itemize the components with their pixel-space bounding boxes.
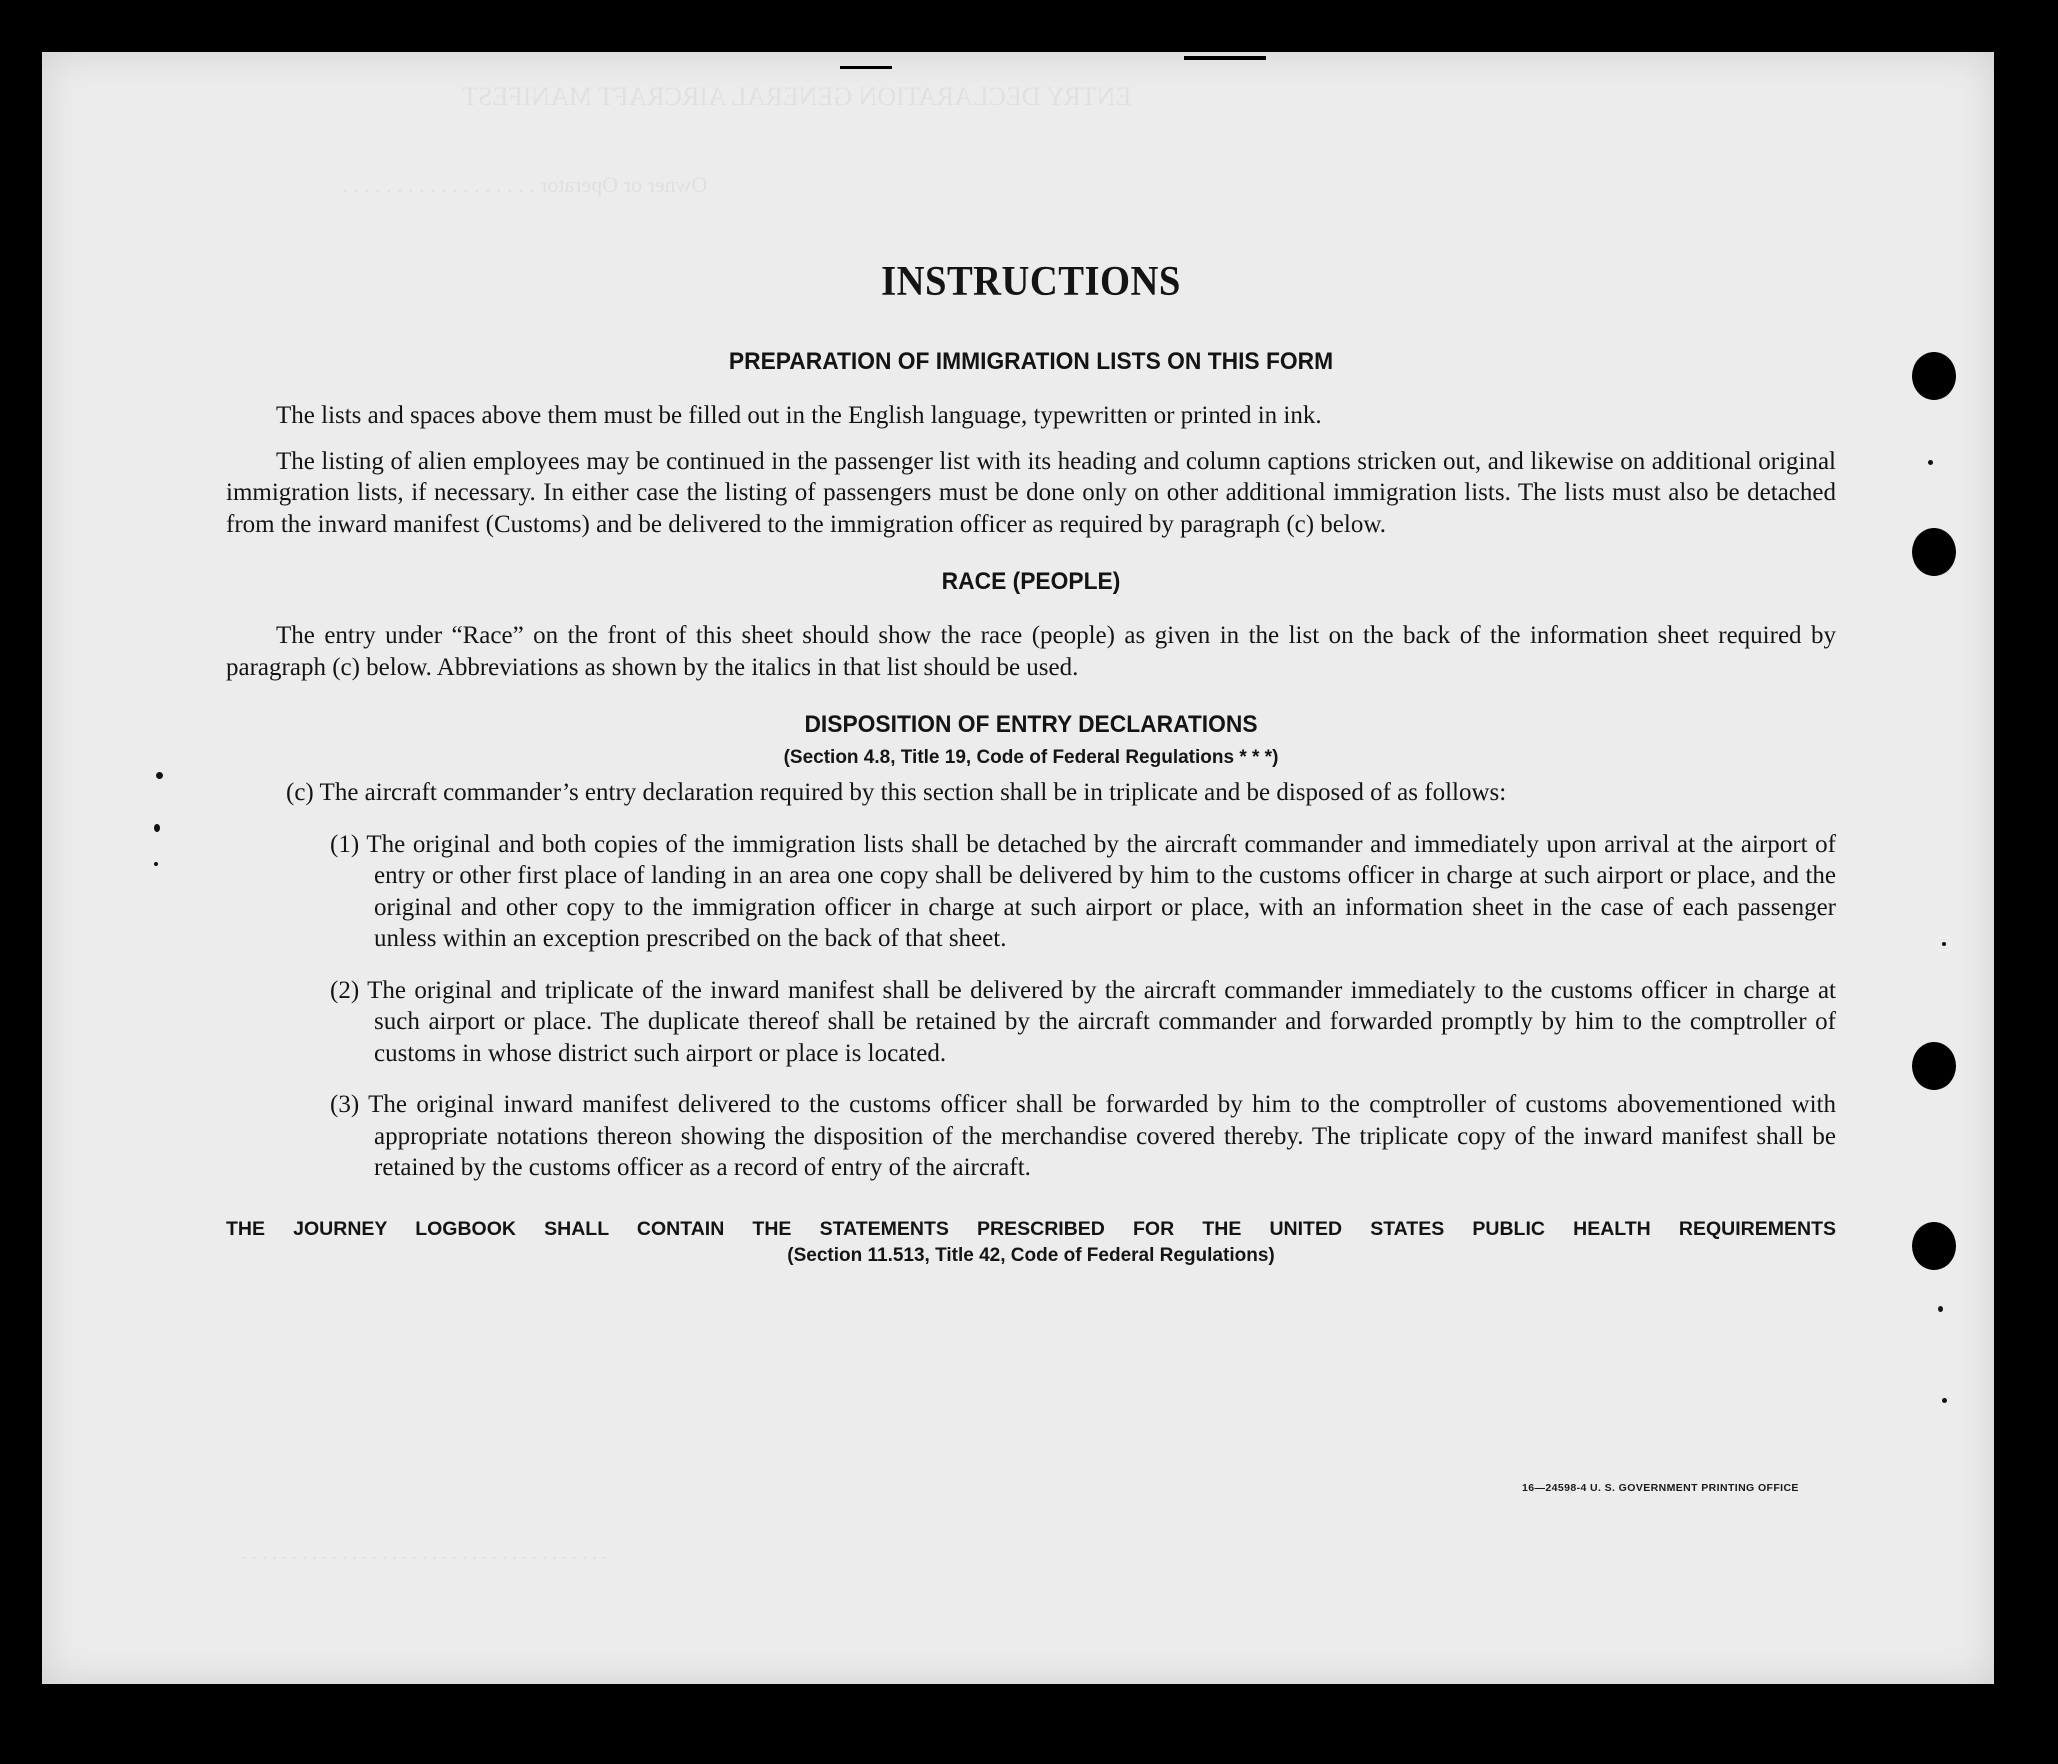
punch-hole (1912, 1222, 1956, 1270)
section-heading-race: RACE (PEOPLE) (941, 568, 1121, 595)
clause-c: (c) The aircraft commander’s entry declaration required by this section shall be in triplicate and be disposed of as follows: (286, 779, 1507, 806)
logbook-statement: THE JOURNEY LOGBOOK SHALL CONTAIN THE STATEMENTS PRESCRIBED FOR THE UNITED STATES PUBLIC HEALTH REQUIREMENTS (226, 1217, 1836, 1240)
paragraph-english-language: The lists and spaces above them must be filled out in the English language, typewritten or printed in ink. (276, 402, 1322, 429)
ink-speck (156, 772, 163, 779)
disposition-item-1: (1) The original and both copies of the immigration lists shall be detached by the aircraft commander and immediately upon arrival at the airport of entry or other first place of landing in an area one copy shall be delivered by him to the customs officer in charge at such airport or place, and the original and other copy to the immigration officer in charge at such airport or place, with an information sheet in the case of each passenger unless within an exception prescribed on the back of that sheet. (330, 830, 1836, 952)
document-title: INSTRUCTIONS (881, 259, 1181, 305)
disposition-item-2: (2) The original and triplicate of the inward manifest shall be delivered by the aircraft commander immediately to the customs officer in charge at such airport or place. The duplicate thereof shall be retained by the aircraft commander and forwarded promptly by him to the comptroller of customs in whose district such airport or place is located. (330, 976, 1836, 1067)
paragraph-alien-employees: The listing of alien employees may be continued in the passenger list with its heading and column captions stricken out, and likewise on additional original immigration lists, if necessary. In either case the listing of passengers must be done only on other additional immigration lists. The lists must also be detached from the inward manifest (Customs) and be delivered to the immigration officer as required by paragraph (c) below. (226, 447, 1836, 538)
printer-mark: 16—24598-4 U. S. GOVERNMENT PRINTING OFFICE (1522, 1482, 1799, 1494)
disposition-item-3: (3) The original inward manifest delivered to the customs officer shall be forwarded by him to the comptroller of customs abovementioned with appropriate notations thereon showing the disposition of the merchandise covered thereby. The triplicate copy of the inward manifest shall be retained by the customs officer as a record of entry of the aircraft. (330, 1091, 1836, 1181)
punch-hole (1912, 1042, 1956, 1090)
top-edge-mark (840, 66, 892, 69)
paragraph-race-entry: The entry under “Race” on the front of this sheet should show the race (people) as given in the list on the back of the information sheet required by paragraph (c) below. Abbreviations as shown by the italics in that list should be used. (226, 622, 1836, 681)
bleed-through-text: ENTRY DECLARATION GENERAL AIRCRAFT MANIFEST (462, 82, 1132, 111)
ink-speck (154, 824, 160, 832)
bleed-through-text: Owner or Operator . . . . . . . . . . . . . . . . . . (342, 172, 708, 197)
top-edge-mark (1184, 56, 1266, 60)
instructions-document (226, 258, 1836, 1267)
ink-speck (1942, 1398, 1947, 1403)
ink-speck (1942, 942, 1946, 946)
ink-speck (154, 862, 158, 866)
section-heading-disposition: DISPOSITION OF ENTRY DECLARATIONS (804, 711, 1258, 738)
punch-hole (1912, 352, 1956, 400)
ink-speck (1928, 460, 1933, 465)
logbook-citation: (Section 11.513, Title 42, Code of Federal Regulations) (787, 1244, 1275, 1266)
punch-hole (1912, 528, 1956, 576)
bleed-through-text: . . . . . . . . . . . . . . . . . . . . . . . . . . . . . . . . . . . . . (242, 1542, 607, 1564)
ink-speck (1938, 1306, 1943, 1312)
section-citation-disposition: (Section 4.8, Title 19, Code of Federal Regulations * * *) (783, 747, 1279, 768)
section-heading-preparation: PREPARATION OF IMMIGRATION LISTS ON THIS FORM (728, 348, 1334, 375)
